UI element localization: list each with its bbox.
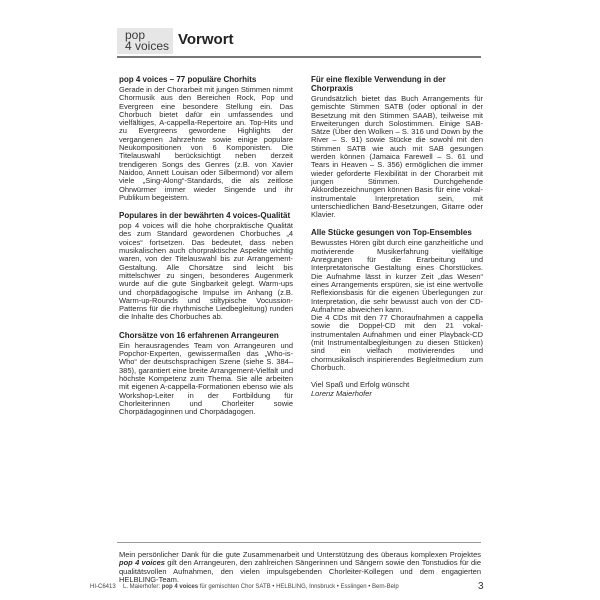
logo-line-4-voices: 4 voices (125, 39, 170, 53)
closing-line: Viel Spaß und Erfolg wünscht (311, 380, 410, 390)
heading-arrangeure: Chorsätze von 16 erfahrenen Arrangeuren (119, 330, 279, 340)
page-number: 3 (478, 581, 484, 592)
thanks-text-end: gilt den Arrangeuren, den zahlreichen Sängerinnen und Sängern sowie den Tonstudios für die qualitätsvollen Aufnahmen, den vielen impulsgebenden Chorleiter-Kollegen und dem engagierten HELBLING-Team. (119, 558, 482, 585)
logo-line-pop: pop (125, 28, 146, 42)
paragraph-hoeren: Bewusstes Hören gibt durch eine ganzheitliche und motivierende Musikerfahrung vielfältige Anregungen für die Erarbeitung und Interpretatorische Gestaltung eines Chorstückes. Die Aufnahme lässt in kurzer Zeit „das Wesen“ eines Arrangements erspüren, sie ist eine wertvolle Reflexionsbasis für die eigenen Überlegungen zur Interpretation, die sehr bewusst auch von der CD-Aufnahme abweichen kann. (311, 238, 483, 314)
heading-top-ensembles: Alle Stücke gesungen von Top-Ensembles (311, 228, 472, 238)
thanks-text-start: Mein persönlicher Dank für die gute Zusammenarbeit und Unterstützung des überaus komplexen Projektes (119, 550, 481, 559)
right-column (311, 75, 483, 398)
paragraph-qualitaet: pop 4 voices will die hohe chorpraktische Qualität des zum Standard gewordenen Chorbuches „4 voices“ fortsetzen. Das bedeutet, dass neben musikalischen auch chorpraktische Aspekte wichtig waren, von der Titelauswahl bis zur Arrangement-Gestaltung. Alle Chorsätze sind leicht bis mittelschwer zu singen, besonderes Augenmerk wurde auf die gute Singbarkeit gelegt. Warm-ups und chorpädagogische Impulse im Anhang (z.B. Warm-up-Rounds und stiltypische Vocussion-Patterns für die rhythmische Liedbegleitung) runden die Inhalte des Chorbuches ab. (119, 221, 293, 322)
paragraph-arrangeure: Ein herausragendes Team von Arrangeuren und Popchor-Experten, gewissermaßen das „Who-is-Who“ der deutschsprachigen Szene (siehe S. 384–385), garantiert eine breite Arrangement-Vielfalt und höchste Kompetenz zum Thema. Sie alle arbeiten mit eigenen A-cappella-Formationen ebenso wie als Workshop-Leiter in der Fortbildung für Chorleiterinnen und Chorleiter sowie Chorpädagoginnen und Chorpädagogen. (119, 340, 293, 417)
page-title: Vorwort (178, 31, 234, 48)
pop-4-voices-logo (117, 28, 173, 54)
footer-publisher-line (123, 584, 399, 590)
acknowledgement-paragraph (119, 551, 481, 585)
paragraph-chorhits: Gerade in der Chorarbeit mit jungen Stimmen nimmt Chormusik aus den Bereichen Rock, Pop und Evergreen eine besondere Stellung ein. Das Chorbuch bietet dafür ein umfassendes und vielfältiges, A-cappella-Repertoire an. Top-Hits und zu Evergreens gewordene Highlights der vergangenen Jahrzehnte sowie einige populare Neukompositionen von 6 Komponisten. Die Titelauswahl berücksichtigt neben derzeit trendigeren Songs des Genres (z.B. von Xavier Naidoo, Annett Louisan oder Silbermond) vor allem viele „Sing-Along“-Standards, die als zeitlose Ohrwürmer immer wieder Singende und ihr Publikum begeistern. (119, 85, 293, 202)
footer-publisher: für gemischten Chor SATB • HELBLING, Innsbruck • Esslingen • Bern-Belp (198, 584, 399, 590)
heading-chorpraxis: Für eine flexible Verwendung in der Chorpraxis (311, 75, 446, 93)
heading-chorhits: pop 4 voices – 77 populäre Chorhits (119, 75, 257, 84)
left-column (119, 75, 293, 425)
thanks-divider (117, 542, 481, 543)
heading-qualitaet: Populares in der bewährten 4 voices-Qualität (119, 211, 291, 221)
header-divider (117, 56, 481, 58)
paragraph-chorpraxis: Grundsätzlich bietet das Buch Arrangements für gemischte Stimmen SATB (oder optional in der Besetzung mit den Stimmen SAAB), teilweise mit Erweiterungen durch Solostimmen. Einige SAB-Sätze (Über den Wolken – S. 316 und Down by the River – S. 91) sowie Stücke die sowohl mit den Stimmen SATB wie auch mit SAB gesungen werden können (Jamaica Farewell – S. 61 und Tears in Heaven – S. 356) ermöglichen die immer wieder geforderte Flexibilität in der Chorarbeit mit jungen Stimmen. Durchgehende Akkordbezeichnungen können Basis für eine vokal-instrumentale Interpretation sein, mit unterschiedlichen Band-Besetzungen, Gitarre oder Klavier. (311, 94, 483, 220)
footer-book-title: pop 4 voices (161, 584, 199, 590)
footer-code: HI-C6413 (90, 584, 116, 590)
author-signature: Lorenz Maierhofer (311, 388, 372, 398)
footer-author: L. Maierhofer: (123, 584, 162, 590)
thanks-project-name: pop 4 voices (119, 558, 165, 568)
paragraph-cds: Die 4 CDs mit den 77 Choraufnahmen a cappella sowie die Doppel-CD mit den 21 vokal-instrumentalen Aufnahmen und einer Playback-CD (mit Instrumentalbegleitungen zu diesen Stücken) sind ein vielfach motivierendes und chormusikalisch inspirierendes Begleitmedium zum Chorbuch. (311, 313, 483, 372)
